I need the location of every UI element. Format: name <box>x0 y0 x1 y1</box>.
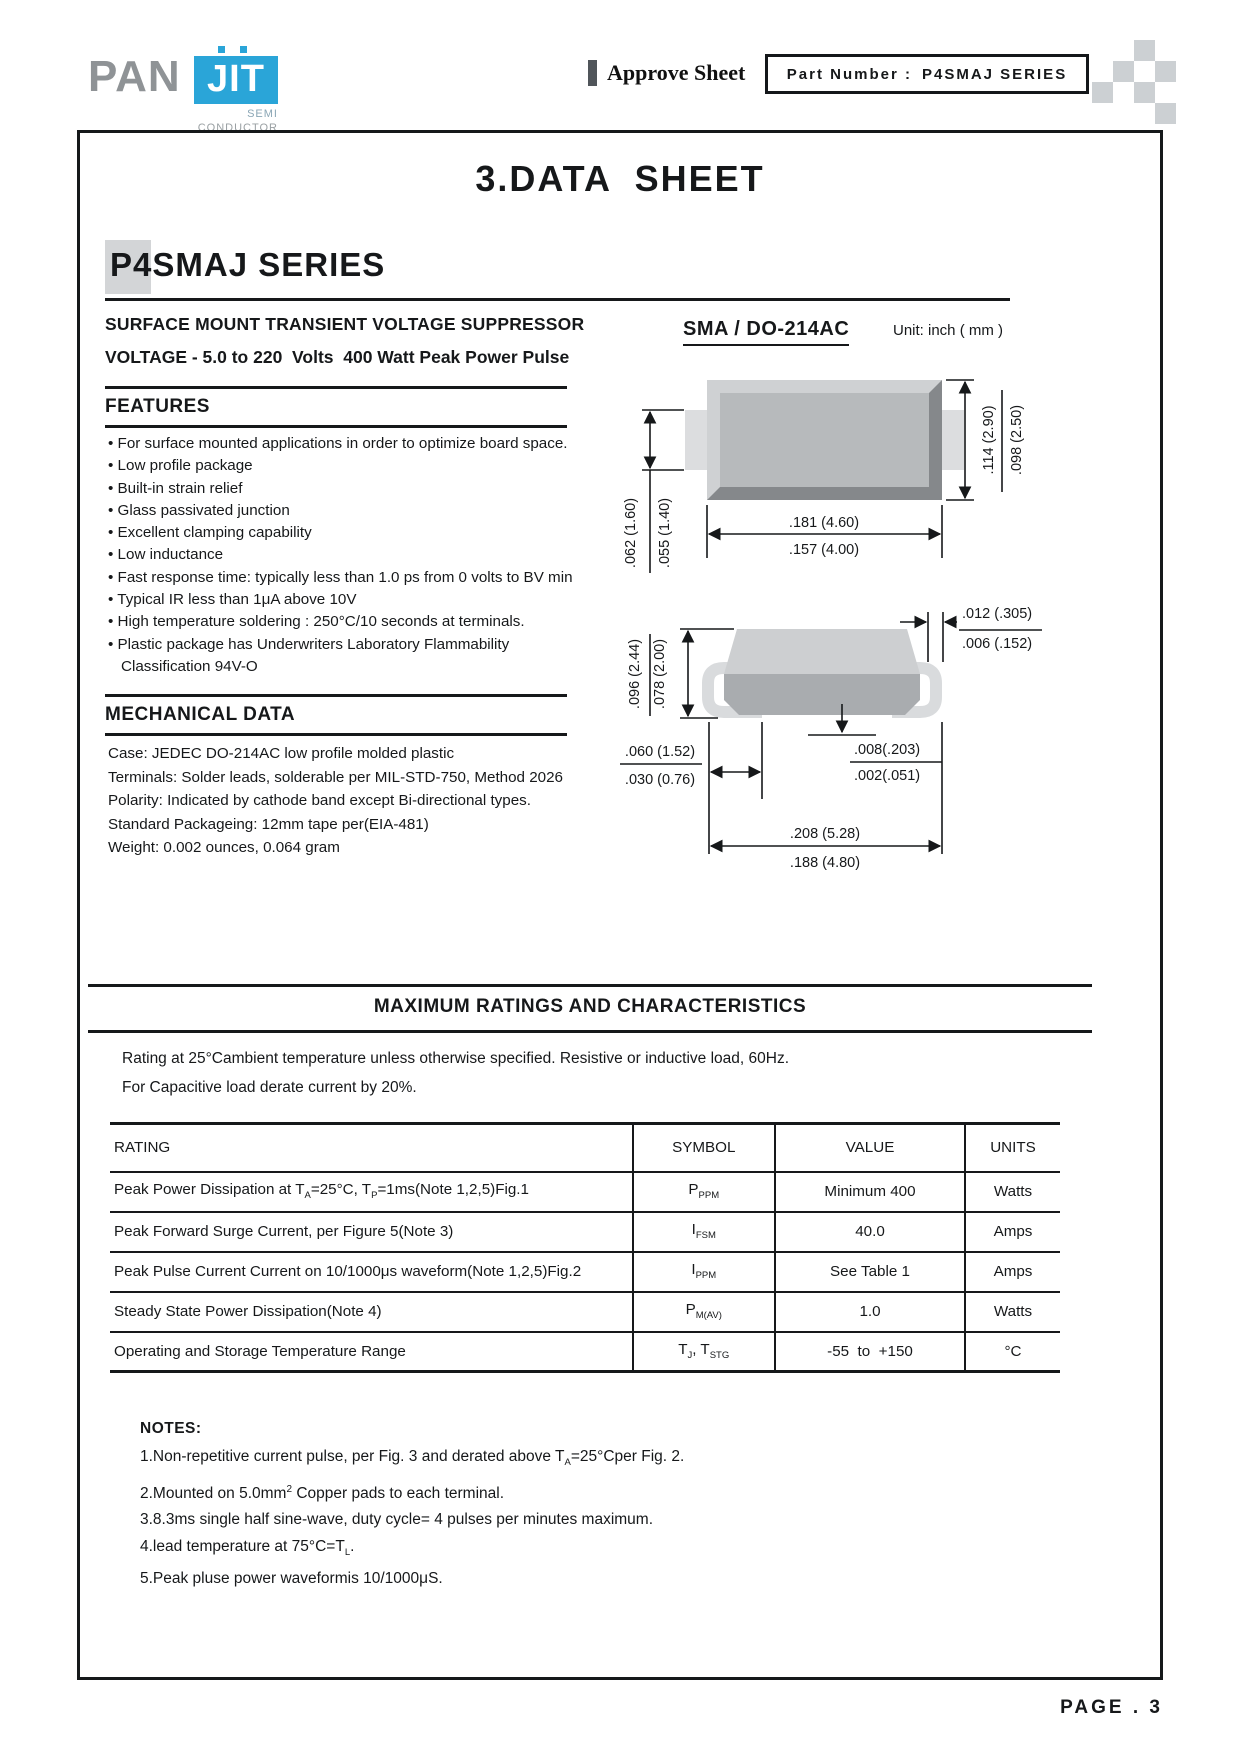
header-value: VALUE <box>775 1124 965 1172</box>
approve-sheet-label <box>588 60 745 86</box>
mechanical-line: Case: JEDEC DO-214AC low profile molded plastic <box>108 745 455 762</box>
ratings-table-row <box>110 1292 1060 1332</box>
approve-sheet-text: Approve Sheet <box>607 60 746 85</box>
divider <box>88 1030 1092 1033</box>
feature-item: • Built-in strain relief <box>108 478 586 500</box>
ratings-intro-line2: For Capacitive load derate current by 20%. <box>122 1079 417 1096</box>
feature-item: • Plastic package has Underwriters Laboratory Flammability Classification 94V-O <box>108 634 586 679</box>
dimension-label: .114 (2.90) <box>981 405 997 475</box>
header-rating: RATING <box>110 1124 633 1172</box>
ratings-cell-units: Watts <box>965 1292 1060 1332</box>
logo-jit-text: JIT <box>194 56 278 104</box>
page-title: 3.DATA SHEET <box>475 158 765 199</box>
deco-pixel <box>1155 103 1176 124</box>
notes-heading: NOTES: <box>140 1420 202 1437</box>
divider <box>105 298 1010 301</box>
dimension-label: .055 (1.40) <box>657 497 673 569</box>
checker-decoration <box>1092 40 1180 128</box>
mechanical-data-list <box>108 742 598 860</box>
note-item: 1.Non-repetitive current pulse, per Fig. 3 and derated above $T_A=25^\circ Cper$ Fig. 2. <box>140 1448 685 1469</box>
mechanical-line: Weight: 0.002 ounces, 0.064 gram <box>108 839 340 856</box>
dimension-label: .008(.203) <box>854 742 921 758</box>
ratings-cell-symbol: $T_J$, $T_{STG}$ <box>633 1332 776 1372</box>
dimension-label: .181 (4.60) <box>788 515 860 531</box>
ratings-cell-rating: Peak Forward Surge Current, per Figure 5(Note 3) <box>110 1212 633 1252</box>
header-units: UNITS <box>965 1124 1060 1172</box>
logo-pan-text: PAN <box>88 52 181 101</box>
part-number-label: Part Number : <box>786 65 912 83</box>
deco-pixel <box>1092 82 1113 103</box>
ratings-table-row <box>110 1212 1060 1252</box>
note-item: 4.lead temperature at $75^\circ C=T_L$. <box>140 1537 355 1558</box>
ratings-cell-symbol: $I_{FSM}$ <box>633 1212 776 1252</box>
dimension-label: .062 (1.60) <box>623 497 639 569</box>
ratings-cell-units: Amps <box>965 1212 1060 1252</box>
approve-marker-icon <box>588 60 597 86</box>
ratings-cell-units: Watts <box>965 1172 1060 1212</box>
package-name: SMA / DO-214AC <box>683 318 849 346</box>
feature-item: • Typical IR less than 1μA above 10V <box>108 589 586 611</box>
ratings-cell-symbol: $P_{M(AV)}$ <box>633 1292 776 1332</box>
feature-item: • Low inductance <box>108 544 586 566</box>
ratings-cell-value: -55 to +150 <box>775 1332 965 1372</box>
dimension-label: .006 (.152) <box>962 636 1033 652</box>
mechanical-line: Terminals: Solder leads, solderable per MIL-STD-750, Method 2026 <box>108 768 564 786</box>
package-body-top <box>724 629 920 674</box>
subtitle-voltage-range: VOLTAGE - 5.0 to 220 Volts 400 Watt Peak Power Pulse <box>105 347 570 367</box>
package-side-view-diagram <box>612 604 1044 934</box>
note-item: 3.8.3ms single half sine-wave, duty cycle= 4 pulses per minutes maximum. <box>140 1511 654 1529</box>
dimension-label: .030 (0.76) <box>624 772 696 788</box>
feature-item: • For surface mounted applications in order to optimize board space. <box>108 433 586 455</box>
ratings-table <box>110 1122 1060 1373</box>
ratings-table-row <box>110 1252 1060 1292</box>
dimension-label: .157 (4.00) <box>788 542 860 558</box>
ratings-heading: MAXIMUM RATINGS AND CHARACTERISTICS <box>373 996 807 1017</box>
mechanical-heading: MECHANICAL DATA <box>105 704 296 725</box>
dimension-label: .012 (.305) <box>962 606 1033 622</box>
part-number-box <box>765 54 1089 94</box>
ratings-cell-value: See Table 1 <box>775 1252 965 1292</box>
note-item: 2.Mounted on $5.0mm^2$ Copper pads to each terminal. <box>140 1483 504 1502</box>
page-number: PAGE . 3 <box>1060 1697 1163 1718</box>
divider <box>105 425 567 428</box>
dimension-label: .060 (1.52) <box>624 744 696 760</box>
note-item: 5.Peak pluse power waveformis 10/1000μS. <box>140 1570 443 1588</box>
deco-pixel <box>1113 61 1134 82</box>
features-heading: FEATURES <box>105 396 210 417</box>
dimension-label: .096 (2.44) <box>627 638 643 710</box>
lead-right <box>941 410 964 470</box>
deco-pixel <box>1134 82 1155 103</box>
deco-pixel <box>1155 61 1176 82</box>
notes-section <box>140 1420 684 1593</box>
divider <box>88 984 1092 987</box>
divider <box>105 386 567 389</box>
dimension-label: .188 (4.80) <box>789 855 861 871</box>
ratings-cell-symbol: $P_{PPM}$ <box>633 1172 776 1212</box>
dimension-label: .002(.051) <box>854 768 921 784</box>
ratings-cell-rating: Steady State Power Dissipation(Note 4) <box>110 1292 633 1332</box>
feature-item: • Fast response time: typically less than 1.0 ps from 0 volts to BV min <box>108 567 586 589</box>
ratings-intro-line1: Rating at 25°Cambient temperature unless otherwise specified. Resistive or inductive load, 60Hz. <box>122 1050 790 1067</box>
ratings-cell-value: Minimum 400 <box>775 1172 965 1212</box>
panjit-logo <box>88 46 278 134</box>
part-number-value: P4SMAJ SERIES <box>921 65 1068 83</box>
ratings-cell-units: °C <box>965 1332 1060 1372</box>
ratings-cell-value: 1.0 <box>775 1292 965 1332</box>
logo-conductor-text: CONDUCTOR <box>197 122 278 134</box>
ratings-table-row <box>110 1332 1060 1372</box>
ratings-table-row <box>110 1172 1060 1212</box>
logo-semi-text: SEMI <box>247 108 278 120</box>
ratings-cell-rating: Operating and Storage Temperature Range <box>110 1332 633 1372</box>
ratings-cell-units: Amps <box>965 1252 1060 1292</box>
feature-item: • High temperature soldering : 250°C/10 seconds at terminals. <box>108 611 586 633</box>
mechanical-line: Standard Packageing: 12mm tape per(EIA-481) <box>108 815 429 833</box>
ratings-cell-rating: Peak Power Dissipation at $T_A=25^\circ C$, $T_P=1ms(Note$ 1,2,5)Fig.1 <box>110 1172 633 1212</box>
divider <box>105 733 567 736</box>
ratings-cell-value: 40.0 <box>775 1212 965 1252</box>
features-list <box>108 433 586 678</box>
ratings-table-header-row <box>110 1124 1060 1172</box>
unit-label: Unit: inch ( mm ) <box>893 322 1004 339</box>
ratings-cell-rating: Peak Pulse Current Current on 10/1000μs waveform(Note 1,2,5)Fig.2 <box>110 1252 633 1292</box>
mechanical-line: Polarity: Indicated by cathode band except Bi-directional types. <box>108 792 531 809</box>
dimension-label: .078 (2.00) <box>652 638 668 710</box>
notes-list <box>140 1444 684 1593</box>
ratings-cell-symbol: $I_{PPM}$ <box>633 1252 776 1292</box>
ratings-intro <box>122 1044 789 1102</box>
deco-pixel <box>1134 40 1155 61</box>
feature-item: • Excellent clamping capability <box>108 522 586 544</box>
divider <box>105 694 567 697</box>
package-top-view-diagram <box>612 368 1044 605</box>
package-body-bottom <box>724 674 920 715</box>
header-symbol: SYMBOL <box>633 1124 776 1172</box>
logo-dot-icon <box>218 46 225 53</box>
lead-left <box>685 410 708 470</box>
series-title: P4SMAJ SERIES <box>110 246 386 283</box>
logo-dot-icon <box>240 46 247 53</box>
dimension-label: .098 (2.50) <box>1009 404 1025 476</box>
subtitle-product-type: SURFACE MOUNT TRANSIENT VOLTAGE SUPPRESSOR <box>105 314 585 334</box>
feature-item: • Low profile package <box>108 455 586 477</box>
feature-item: • Glass passivated junction <box>108 500 586 522</box>
dimension-label: .208 (5.28) <box>789 826 861 842</box>
